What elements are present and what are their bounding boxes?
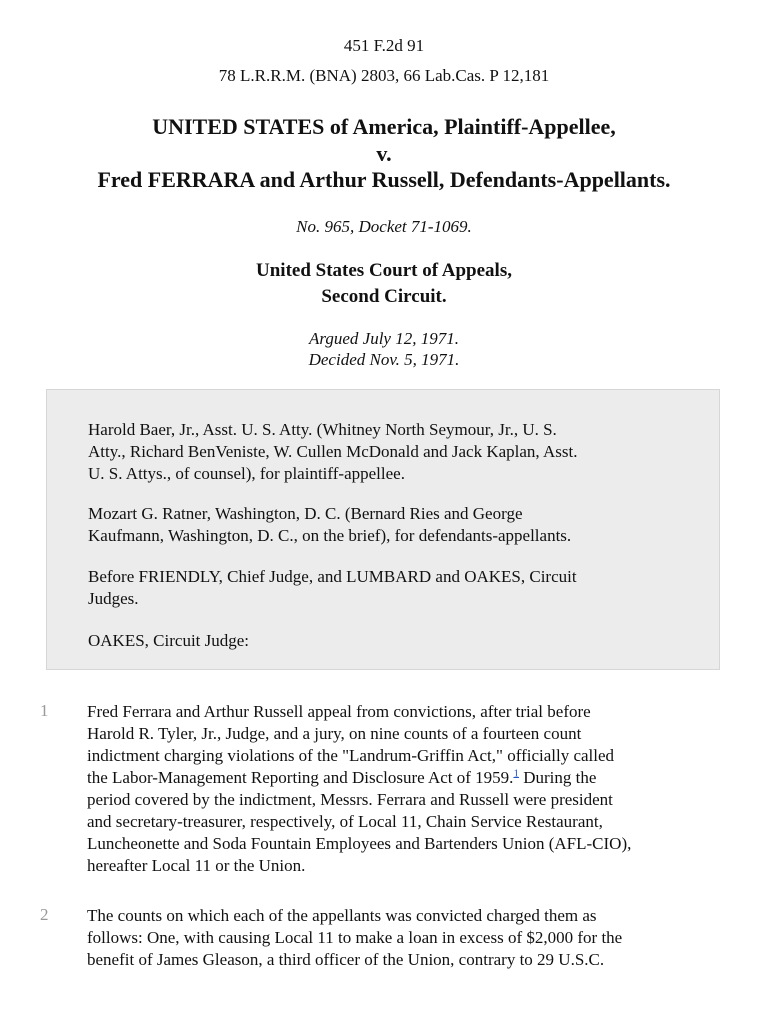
paragraph-line: The counts on which each of the appellants was convicted charged them as (87, 906, 597, 925)
opinion-author: OAKES, Circuit Judge: (88, 631, 250, 650)
reporter-citation: 451 F.2d 91 (343, 36, 425, 55)
counsel-box (46, 389, 720, 670)
counsel-line: Kaufmann, Washington, D. C., on the brief), for defendants-appellants. (88, 526, 572, 545)
parallel-citations: 78 L.R.R.M. (BNA) 2803, 66 Lab.Cas. P 12,181 (218, 66, 550, 85)
caption-plaintiff: UNITED STATES of America, Plaintiff-Appellee, (152, 114, 616, 139)
argued-date: Argued July 12, 1971. (309, 329, 459, 348)
caption-defendants: Fred FERRARA and Arthur Russell, Defendants-Appellants. (97, 167, 671, 192)
paragraph-line: Harold R. Tyler, Jr., Judge, and a jury, on nine counts of a fourteen count (87, 724, 582, 743)
paragraph-line: hereafter Local 11 or the Union. (87, 856, 306, 875)
footnote-link[interactable]: 1 (513, 767, 519, 780)
docket-number: No. 965, Docket 71-1069. (296, 217, 472, 236)
defendant-counsel (88, 503, 688, 547)
paragraph-line: follows: One, with causing Local 11 to make a loan in excess of $2,000 for the (87, 928, 623, 947)
paragraph-line: and secretary-treasurer, respectively, of Local 11, Chain Service Restaurant, (87, 812, 603, 831)
counsel-line: Mozart G. Ratner, Washington, D. C. (Bernard Ries and George (88, 504, 523, 523)
plaintiff-counsel (88, 419, 688, 485)
paragraph-line: the Labor-Management Reporting and Disclosure Act of 1959. (87, 768, 514, 787)
paragraph-1 (87, 701, 737, 877)
court-name: United States Court of Appeals, (256, 260, 512, 281)
paragraph-line: benefit of James Gleason, a third officer of the Union, contrary to 29 U.S.C. (87, 950, 605, 969)
paragraph-line: Fred Ferrara and Arthur Russell appeal from convictions, after trial before (87, 702, 591, 721)
paragraph-line-tail: During the (518, 768, 597, 787)
paragraph-2 (87, 905, 737, 971)
bench-line: Before FRIENDLY, Chief Judge, and LUMBARD and OAKES, Circuit (88, 567, 577, 586)
court-circuit: Second Circuit. (321, 286, 447, 307)
decided-date: Decided Nov. 5, 1971. (308, 350, 460, 369)
paragraph-line: indictment charging violations of the "Landrum-Griffin Act," officially called (87, 746, 615, 765)
paragraph-number: 1 (40, 701, 49, 720)
paragraph-line: period covered by the indictment, Messrs. Ferrara and Russell were president (87, 790, 613, 809)
counsel-line: Harold Baer, Jr., Asst. U. S. Atty. (Whitney North Seymour, Jr., U. S. (88, 420, 557, 439)
counsel-line: U. S. Attys., of counsel), for plaintiff-appellee. (88, 464, 405, 483)
bench-line: Judges. (88, 589, 139, 608)
caption-versus: v. (376, 141, 392, 166)
counsel-line: Atty., Richard BenVeniste, W. Cullen McDonald and Jack Kaplan, Asst. (88, 442, 578, 461)
paragraph-number: 2 (40, 905, 49, 924)
paragraph-line: Luncheonette and Soda Fountain Employees and Bartenders Union (AFL-CIO), (87, 834, 632, 853)
bench-panel (88, 566, 688, 610)
